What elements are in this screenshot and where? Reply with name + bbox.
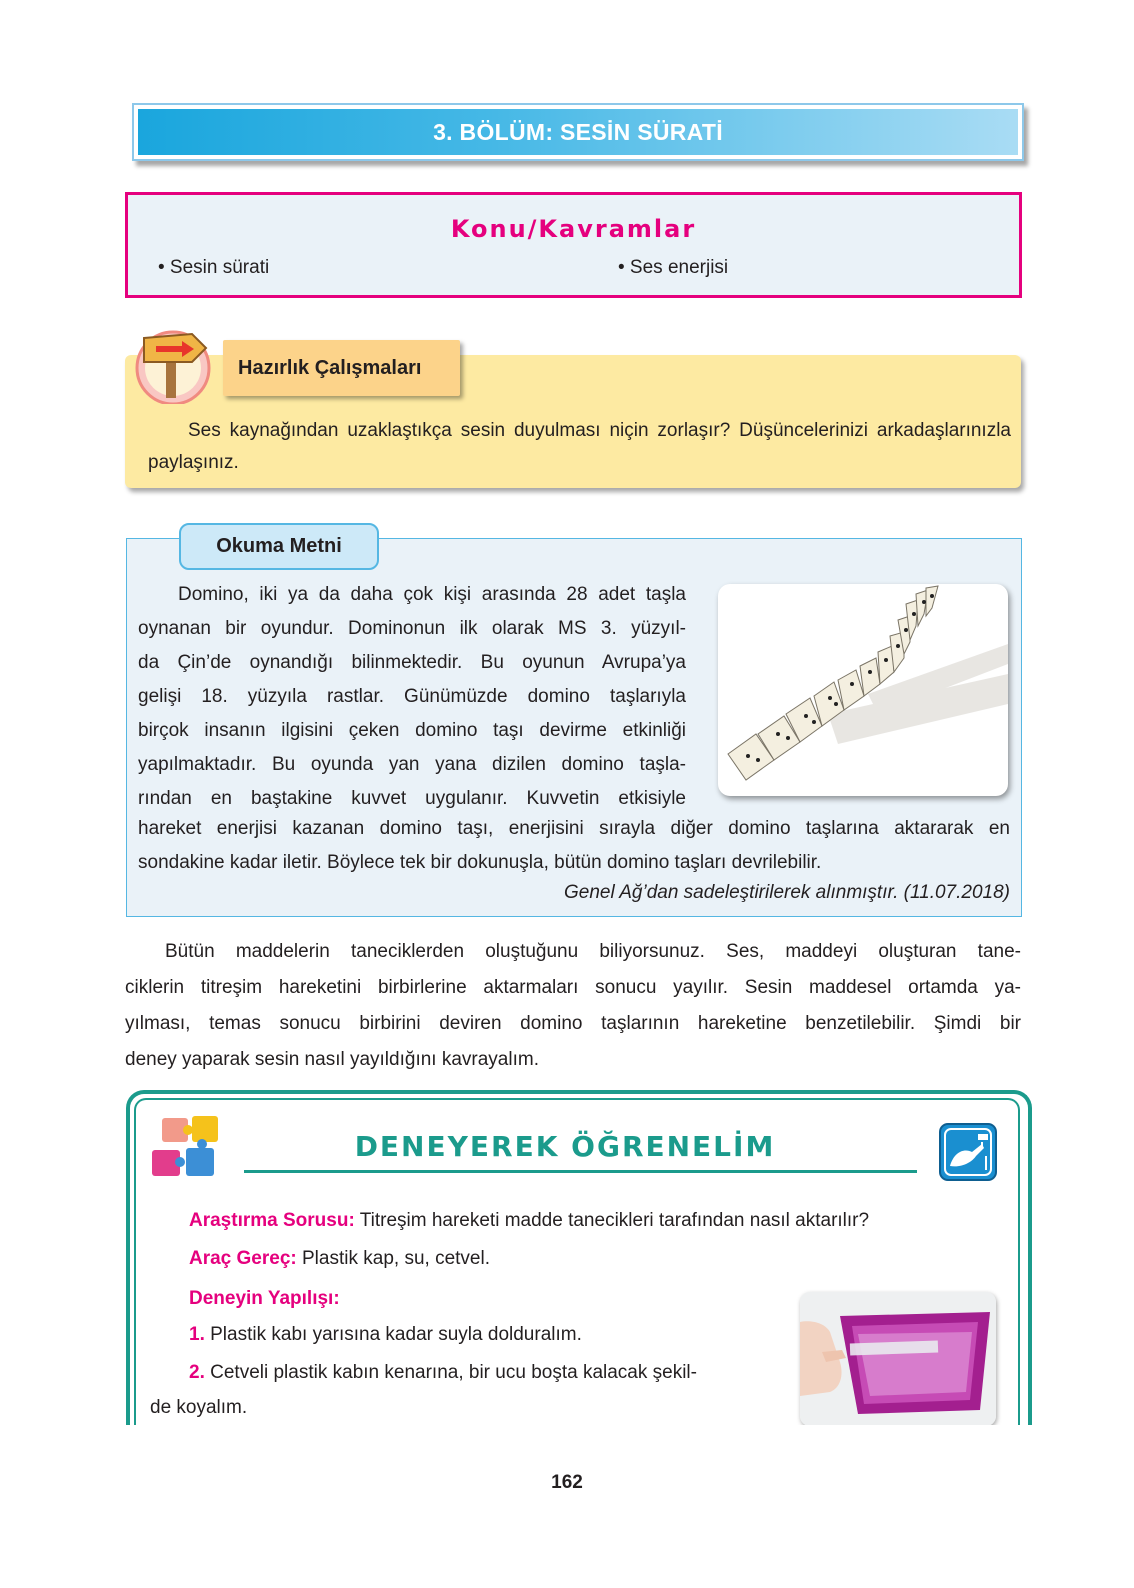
step-2-continued: de koyalım. bbox=[150, 1397, 248, 1418]
preparation-tab bbox=[223, 340, 460, 396]
step-1 bbox=[189, 1324, 582, 1346]
handwash-icon bbox=[938, 1122, 998, 1182]
reading-line: hareket enerjisi kazanan domino taşı, enerjisini sırayla diğer domino taşlarına aktararak en bbox=[138, 818, 1010, 839]
step-2 bbox=[189, 1362, 697, 1384]
preparation-title: Hazırlık Çalışmaları bbox=[238, 357, 422, 379]
chapter-title: 3. BÖLÜM: SESİN SÜRATİ bbox=[433, 118, 723, 145]
signpost-icon bbox=[130, 324, 216, 404]
procedure-label: Deneyin Yapılışı: bbox=[189, 1288, 340, 1309]
page-number: 162 bbox=[551, 1472, 583, 1493]
research-question bbox=[189, 1210, 869, 1232]
reading-line: da Çin’de oynandığı bilinmektedir. Bu oyunun Avrupa’ya bbox=[138, 652, 686, 673]
experiment-title: DENEYEREK ÖĞRENELİM bbox=[354, 1130, 776, 1163]
reading-line: birçok insanın ilgisini çeken domino taşı devirme etkinliği bbox=[138, 720, 686, 741]
topics-box bbox=[125, 192, 1022, 298]
paragraph-line: Bütün maddelerin taneciklerden oluştuğunu biliyorsunuz. Ses, maddeyi oluşturan tane- bbox=[165, 941, 1021, 962]
paragraph-line: ciklerin titreşim hareketini birbirlerine aktarmaları sonucu yayılır. Sesin maddesel ortamda ya- bbox=[125, 977, 1021, 998]
reading-text-wide bbox=[138, 812, 1010, 880]
procedure-heading bbox=[189, 1288, 340, 1310]
reading-line: rından en baştakine kuvvet uygulanır. Kuvvetin etkisiyle bbox=[138, 788, 686, 809]
body-paragraph bbox=[125, 934, 1021, 1078]
step-text: Cetveli plastik kabın kenarına, bir ucu boşta kalacak şekil- bbox=[204, 1362, 697, 1383]
step-number: 1. bbox=[189, 1324, 205, 1345]
reading-line: Domino, iki ya da daha çok kişi arasında 28 adet taşla bbox=[178, 584, 686, 605]
step-text: Plastik kabı yarısına kadar suyla dolduralım. bbox=[204, 1324, 582, 1345]
tools-text: Plastik kap, su, cetvel. bbox=[296, 1248, 490, 1269]
topic-item: • Ses enerjisi bbox=[618, 257, 729, 278]
domino-image bbox=[718, 584, 1008, 796]
plastic-container-image bbox=[800, 1292, 996, 1426]
step-number: 2. bbox=[189, 1362, 205, 1383]
reading-line: yapılmaktadır. Bu oyunda yan yana dizilen domino taşla- bbox=[138, 754, 686, 775]
topic-item: • Sesin sürati bbox=[158, 257, 270, 278]
preparation-text: Ses kaynağından uzaklaştıkça sesin duyulması niçin zorlaşır? Düşüncelerinizi arkadaşlarınızla paylaşınız. bbox=[148, 420, 1011, 473]
experiment-title-rule bbox=[244, 1170, 917, 1173]
page-cut bbox=[0, 1425, 1134, 1465]
paragraph-line: yılması, temas sonucu birbirini deviren domino taşlarının hareketine benzetilebilir. Şimdi bir bbox=[125, 1013, 1021, 1034]
research-question-label: Araştırma Sorusu: bbox=[189, 1210, 355, 1231]
paragraph-line: deney yaparak sesin nasıl yayıldığını kavrayalım. bbox=[125, 1049, 539, 1070]
reading-line: oynanan bir oyundur. Dominonun ilk olarak MS 3. yüzyıl- bbox=[138, 618, 686, 639]
reading-text bbox=[138, 578, 686, 816]
chapter-header bbox=[132, 103, 1024, 161]
puzzle-icon bbox=[142, 1112, 238, 1192]
topics-title: Konu/Kavramlar bbox=[450, 215, 697, 243]
reading-line: sondakine kadar iletir. Böylece tek bir dokunuşla, bütün domino taşları devrilebilir. bbox=[138, 852, 822, 873]
reading-title: Okuma Metni bbox=[179, 523, 379, 570]
research-question-text: Titreşim hareketi madde tanecikleri tarafından nasıl aktarılır? bbox=[354, 1210, 870, 1231]
tools bbox=[189, 1248, 490, 1270]
tools-label: Araç Gereç: bbox=[189, 1248, 297, 1269]
reading-line: gelişi 18. yüzyıla rastlar. Günümüzde domino taşlarıyla bbox=[138, 686, 686, 707]
reading-source: Genel Ağ’dan sadeleştirilerek alınmıştır. (11.07.2018) bbox=[563, 882, 1010, 903]
